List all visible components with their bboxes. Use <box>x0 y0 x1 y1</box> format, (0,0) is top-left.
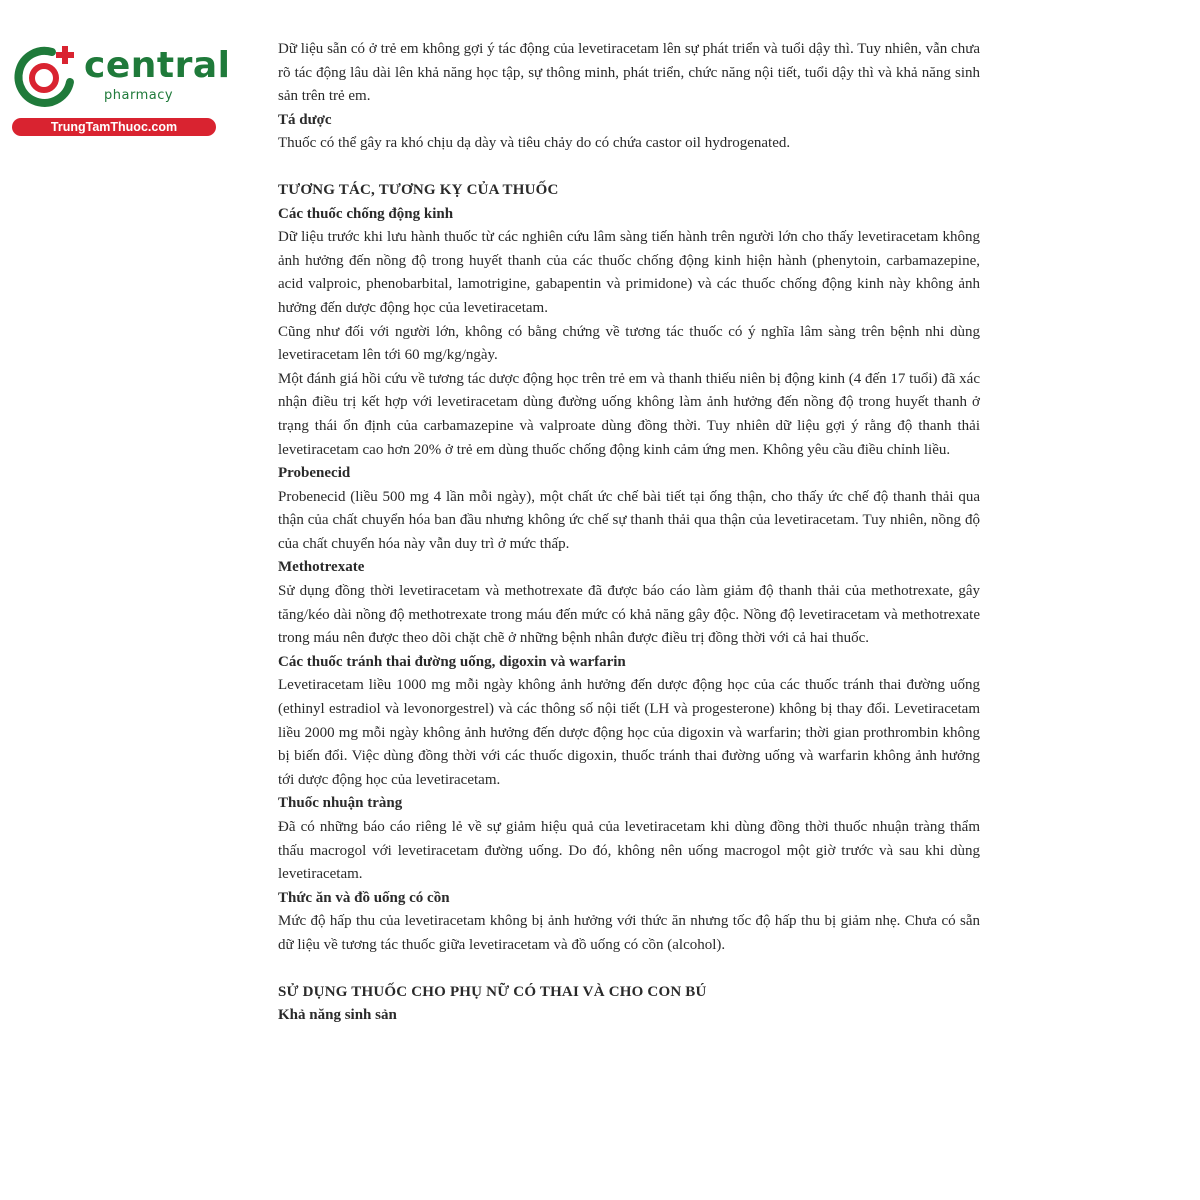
paragraph-chong-dong-kinh-3: Một đánh giá hồi cứu về tương tác dược động học trên trẻ em và thanh thiếu niên bị động kinh (4 đến 17 tuổi) đã xác nhận điều trị kết hợp với levetiracetam dùng đường uống không làm ảnh hưởng đến nồng độ trong huyết thanh ở trạng thái ổn định của carbamazepine và valproate dùng đồng thời. Tuy nhiên dữ liệu gợi ý rằng độ thanh thải levetiracetam cao hơn 20% ở trẻ em dùng thuốc chống động kinh cảm ứng men. Không yêu cầu điều chỉnh liều. <box>278 370 980 458</box>
paragraph-ta-duoc: Thuốc có thể gây ra khó chịu dạ dày và tiêu chảy do có chứa castor oil hydrogenated. <box>278 135 791 152</box>
paragraph-probenecid: Probenecid (liều 500 mg 4 lần mỗi ngày), một chất ức chế bài tiết tại ống thận, cho thấy ức chế độ thanh thải qua thận của chất chuyển hóa ban đầu nhưng không ức chế sự thanh thải qua thận của levetiracetam. Tuy nhiên, nồng độ của chất chuyển hóa này vẫn duy trì ở mức thấp. <box>278 488 980 552</box>
paragraph-thuc-an: Mức độ hấp thu của levetiracetam không bị ảnh hưởng với thức ăn nhưng tốc độ hấp thu bị giảm nhẹ. Chưa có sẵn dữ liệu về tương tác thuốc giữa levetiracetam và đồ uống có cồn (alcohol). <box>278 913 980 953</box>
paragraph-methotrexate: Sử dụng đồng thời levetiracetam và methotrexate đã được báo cáo làm giảm độ thanh thải của methotrexate, gây tăng/kéo dài nồng độ methotrexate trong máu đến mức có khả năng gây độc. Nồng độ levetiracetam và methotrexate trong máu nên được theo dõi chặt chẽ ở những bệnh nhân được điều trị đồng thời với cả hai thuốc. <box>278 583 980 647</box>
paragraph-nhuan-trang: Đã có những báo cáo riêng lẻ về sự giảm hiệu quả của levetiracetam khi dùng đồng thời thuốc nhuận tràng thẩm thấu macrogol với levetiracetam đường uống. Do đó, không nên uống macrogol một giờ trước và sau khi dùng levetiracetam. <box>278 819 980 883</box>
heading-chong-dong-kinh: Các thuốc chống động kinh <box>278 205 454 222</box>
logo-subtitle: pharmacy <box>104 88 174 103</box>
paragraph-intro: Dữ liệu sẵn có ở trẻ em không gợi ý tác động của levetiracetam lên sự phát triển và tuổi dậy thì. Tuy nhiên, vẫn chưa rõ tác động lâu dài lên khả năng học tập, sự thông minh, phát triển, chức năng nội tiết, tuổi dậy thì và khả năng sinh sản trên trẻ em. <box>278 41 980 105</box>
logo-site-banner: TrungTamThuoc.com <box>12 118 216 136</box>
heading-thuc-an: Thức ăn và đồ uống có cồn <box>278 889 450 906</box>
central-pharmacy-logo <box>8 38 231 138</box>
heading-nhuan-trang: Thuốc nhuận tràng <box>278 795 403 812</box>
logo-brand: central <box>84 45 231 86</box>
heading-tranh-thai: Các thuốc tránh thai đường uống, digoxin và warfarin <box>278 653 626 670</box>
heading-probenecid: Probenecid <box>278 465 351 482</box>
logo-mark-icon <box>8 38 84 114</box>
section-heading-phu-nu: SỬ DỤNG THUỐC CHO PHỤ NỮ CÓ THAI VÀ CHO CON BÚ <box>278 983 707 1000</box>
heading-ta-duoc: Tá dược <box>278 111 332 128</box>
paragraph-chong-dong-kinh-1: Dữ liệu trước khi lưu hành thuốc từ các nghiên cứu lâm sàng tiến hành trên người lớn cho thấy levetiracetam không ảnh hưởng đến nồng độ trong huyết thanh của các thuốc chống động kinh hiện hành (phenytoin, carbamazepine, acid valproic, phenobarbital, lamotrigine, gabapentin và primidone) và các thuốc chống động kinh này không ảnh hưởng đến dược động học của levetiracetam. <box>278 229 980 316</box>
section-heading-tuong-tac: TƯƠNG TÁC, TƯƠNG KỴ CỦA THUỐC <box>278 181 559 198</box>
heading-sinh-san: Khả năng sinh sản <box>278 1007 397 1024</box>
paragraph-chong-dong-kinh-2: Cũng như đối với người lớn, không có bằng chứng về tương tác thuốc có ý nghĩa lâm sàng trên bệnh nhi dùng levetiracetam lên tới 60 mg/kg/ngày. <box>278 323 980 364</box>
document-body <box>278 38 980 1028</box>
heading-methotrexate: Methotrexate <box>278 559 365 576</box>
paragraph-tranh-thai: Levetiracetam liều 1000 mg mỗi ngày không ảnh hưởng đến dược động học của các thuốc tránh thai đường uống (ethinyl estradiol và levonorgestrel) và các thông số nội tiết (LH và progesterone) không bị thay đổi. Levetiracetam liều 2000 mg mỗi ngày không ảnh hưởng đến dược động học của digoxin và warfarin; thời gian prothrombin không bị biến đổi. Việc dùng đồng thời với các thuốc digoxin, thuốc tránh thai đường uống và warfarin không ảnh hưởng tới dược động học của levetiracetam. <box>278 677 980 788</box>
